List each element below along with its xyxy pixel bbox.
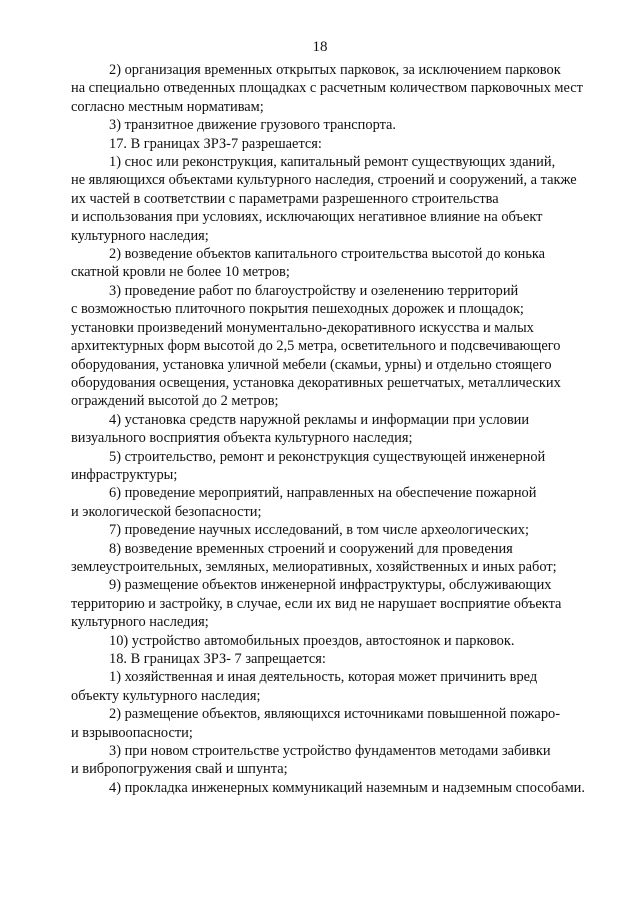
- page-number: 18: [312, 39, 328, 55]
- paragraph: 4) прокладка инженерных коммуникаций наземным и надземным способами.: [109, 779, 585, 796]
- paragraph: 9) размещение объектов инженерной инфраструктуры, обслуживающих территорию и застройку, в случае, если их вид не нарушает восприятие объекта культурного наследия;: [71, 577, 562, 631]
- paragraph: 2) размещение объектов, являющихся источниками повышенной пожаро- и взрывоопасности;: [71, 706, 561, 741]
- paragraph: 3) проведение работ по благоустройству и озеленению территорий с возможностью плиточного покрытия пешеходных дорожек и площадок; установки произведений монументально-декоративного искусства и малых архитектурных форм высотой до 2,5 метра, осветительного и подсвечивающего оборудования, установка уличной мебели (скамьи, урны) и отдельно стоящего оборудования освещения, установка декоративных решетчатых, металлических ограждений высотой до 2 метров;: [71, 282, 561, 410]
- document-body: [71, 61, 612, 797]
- paragraph: 7) проведение научных исследований, в том числе археологических;: [109, 522, 529, 539]
- paragraph: 8) возведение временных строений и сооружений для проведения землеустроительных, земляных, мелиоративных, хозяйственных и иных работ;: [71, 540, 557, 575]
- paragraph: 10) устройство автомобильных проездов, автостоянок и парковок.: [109, 632, 515, 649]
- section-heading: 18. В границах ЗРЗ- 7 запрещается:: [109, 651, 326, 667]
- paragraph: 3) при новом строительстве устройство фундаментов методами забивки и вибропогружения свай и шпунта;: [71, 743, 551, 778]
- paragraph: 3) транзитное движение грузового транспорта.: [109, 117, 397, 134]
- paragraph: 2) возведение объектов капитального строительства высотой до конька скатной кровли не более 10 метров;: [71, 246, 546, 281]
- paragraph: 6) проведение мероприятий, направленных на обеспечение пожарной и экологической безопасности;: [71, 485, 537, 520]
- paragraph: 2) организация временных открытых парковок, за исключением парковок на специально отведенных площадках с расчетным количеством парковочных мест согласно местным нормативам;: [71, 62, 583, 115]
- paragraph: 5) строительство, ремонт и реконструкция существующей инженерной инфраструктуры;: [71, 448, 546, 483]
- section-heading: 17. В границах ЗРЗ-7 разрешается:: [109, 135, 322, 152]
- paragraph: 1) хозяйственная и иная деятельность, которая может причинить вред объекту культурного наследия;: [71, 669, 538, 704]
- paragraph: 1) снос или реконструкция, капитальный ремонт существующих зданий, не являющихся объектами культурного наследия, строений и сооружений, а также их частей в соответствии с параметрами разрешенного строительства и использования при условиях, исключающих негативное влияние на объект культурного наследия;: [71, 154, 577, 244]
- paragraph: 4) установка средств наружной рекламы и информации при условии визуального восприятия объекта культурного наследия;: [71, 411, 530, 447]
